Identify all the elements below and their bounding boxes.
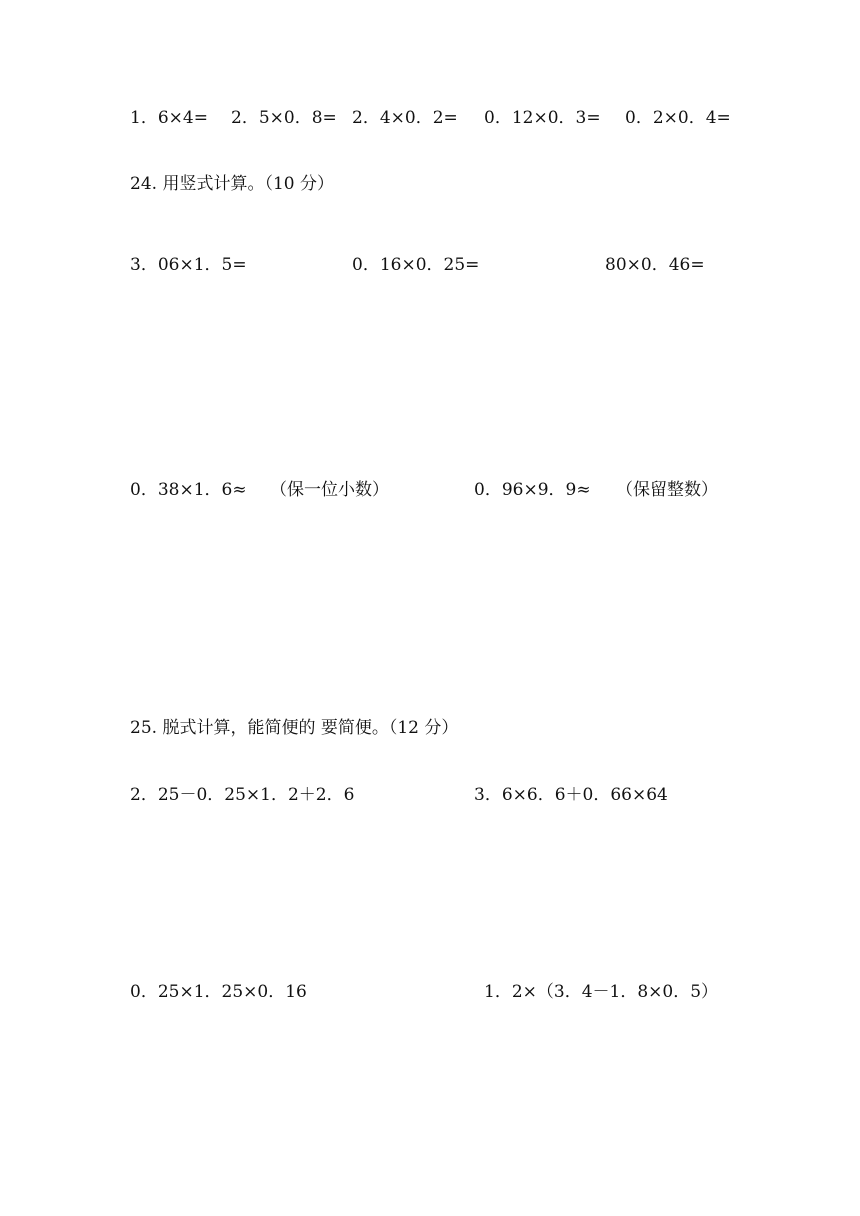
problem-1-6x4: 1．6×4= <box>130 108 208 128</box>
problem-0-12x0-3: 0．12×0．3= <box>484 108 601 128</box>
q24-heading: 24. 用竖式计算。（10 分） <box>130 174 334 194</box>
q25-problem-3: 0．25×1．25×0．16 <box>130 982 307 1002</box>
q24-problem-80x0-46: 80×0．46= <box>605 255 705 275</box>
q24-rounding-note-1: （保一位小数） <box>270 480 389 500</box>
q24-rounding-note-2: （保留整数） <box>616 480 718 500</box>
q24-problem-0-16x0-25: 0．16×0．25= <box>352 255 480 275</box>
q24-problem-3-06x1-5: 3．06×1．5= <box>130 255 247 275</box>
problem-2-5x0-8: 2．5×0．8= <box>231 108 337 128</box>
q24-problem-0-96x9-9: 0．96×9．9≈ <box>474 480 591 500</box>
problem-2-4x0-2: 2．4×0．2= <box>352 108 458 128</box>
q24-problem-0-38x1-6: 0．38×1．6≈ <box>130 480 247 500</box>
q25-problem-2: 3．6×6．6＋0．66×64 <box>474 785 668 805</box>
q25-problem-1: 2．25－0．25×1．2＋2．6 <box>130 785 355 805</box>
q25-problem-4: 1．2×（3．4－1．8×0．5） <box>484 982 719 1002</box>
problem-0-2x0-4: 0．2×0．4= <box>625 108 731 128</box>
q25-heading: 25. 脱式计算，能简便的 要简便。（12 分） <box>130 718 459 738</box>
